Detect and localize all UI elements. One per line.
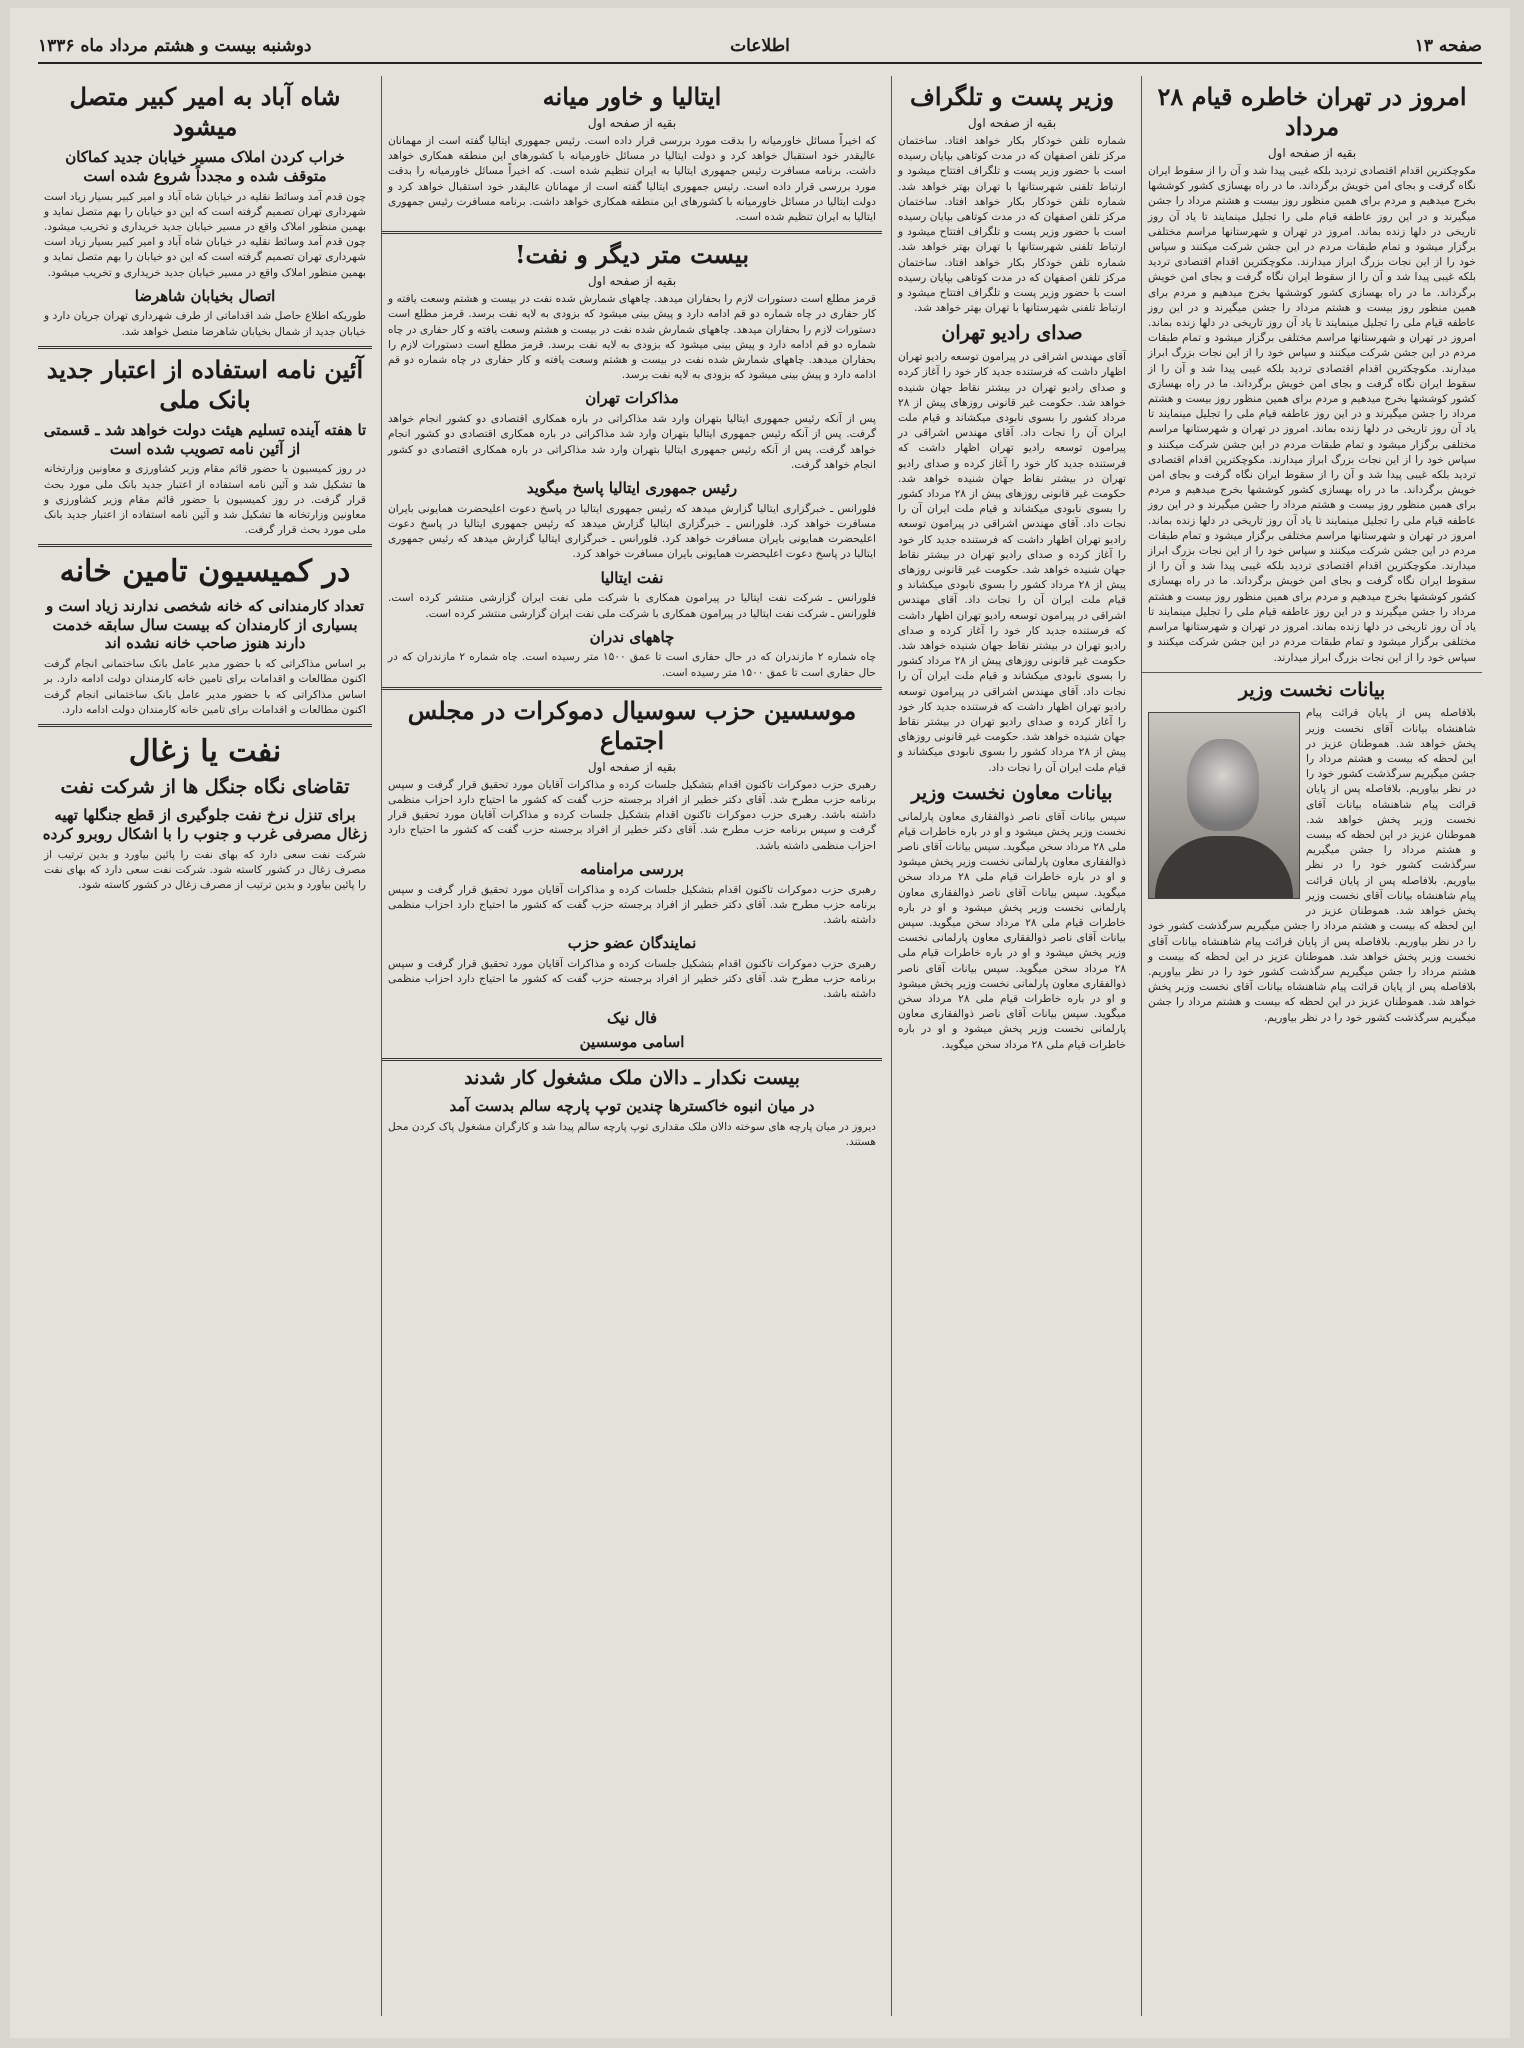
continued-note: بقیه از صفحه اول [1267, 146, 1357, 160]
masthead-bar [38, 30, 1482, 64]
article-headline: ایتالیا و خاور میانه [542, 82, 722, 111]
continued-note: بقیه از صفحه اول [967, 116, 1057, 130]
article-body: پس از آنکه رئیس جمهوری ایتالیا بتهران وارد شد مذاکراتی در باره همکاری اقتصادی دو کشور انجام خواهد گرفت. پس از آنکه رئیس جمهوری ایتالیا بتهران وارد شد مذاکراتی در باره همکاری اقتصادی دو کشور انجام خواهد گرفت. پس از آنکه رئیس جمهوری ایتالیا بتهران وارد شد مذاکراتی در باره همکاری اقتصادی دو کشور انجام خواهد گرفت. [388, 413, 876, 471]
article-subhead: تا هفته آینده تسلیم هیئت دولت خواهد شد ـ قسمتی از آئین نامه تصویب شده است [43, 420, 367, 458]
page-number: صفحه ۱۳ [1414, 36, 1482, 56]
article-body: قرمز مطلع است دستورات لازم را بحفاران میدهد. چاههای شمارش شده نفت در بیست و هشتم وسعت یافته و کار حفاری در چاه شماره دو قم ادامه دارد و پیش بینی میشود که بزودی به لایه نفت برسد. قرمز مطلع است دستورات لازم را بحفاران میدهد. چاههای شمارش شده نفت در بیست و هشتم وسعت یافته و کار حفاری در چاه شماره دو قم ادامه دارد و پیش بینی میشود که بزودی به لایه نفت برسد. قرمز مطلع است دستورات لازم را بحفاران میدهد. چاههای شمارش شده نفت در بیست و هشتم وسعت یافته و کار حفاری در چاه شماره دو قم ادامه دارد و پیش بینی میشود که بزودی به لایه نفت برسد. [387, 293, 876, 382]
date-line: دوشنبه بیست و هشتم مرداد ماه ۱۳۳۶ [38, 36, 312, 56]
article-headline: مذاکرات تهران [585, 389, 679, 408]
newspaper-page [10, 8, 1510, 2038]
article-body: رهبری حزب دموکرات تاکنون اقدام بتشکیل جلسات کرده و مذاکرات آقایان مورد تحقیق قرار گرفت و سپس برنامه حزب مطرح شد. آقای دکتر خطیر از افراد برجسته حزب گفت که کشور ما احتیاج دارد احزاب منظمی داشته باشد. رهبری حزب دموکرات تاکنون اقدام بتشکیل جلسات کرده و مذاکرات آقایان مورد تحقیق قرار گرفت و سپس برنامه حزب مطرح شد. آقای دکتر خطیر از افراد برجسته حزب گفت که کشور ما احتیاج دارد احزاب منظمی داشته باشد. [388, 778, 876, 852]
continued-note: بقیه از صفحه اول [587, 116, 677, 130]
article-subheading: نمایندگان عضو حزب [567, 934, 697, 953]
article-body: چون قدم آمد وسائط نقلیه در خیابان شاه آباد و امیر کبیر بسیار زیاد است شهرداری تهران تصمیم گرفته است که این دو خیابان را بهم متصل نماید و بهمین منظور املاک واقع در مسیر خیابان جدید خریداری و تخریب میشود. چون قدم آمد وسائط نقلیه در خیابان شاه آباد و امیر کبیر بسیار زیاد است شهرداری تهران تصمیم گرفته است که این دو خیابان را بهم متصل نماید و بهمین منظور املاک واقع در مسیر خیابان جدید خریداری و تخریب میشود. [44, 190, 366, 279]
article-body: بلافاصله پس از پایان قرائت پیام شاهنشاه بیانات آقای نخست وزیر پخش خواهد شد. هموطنان عزیز در این لحظه که بیست و هشتم مرداد را جشن میگیریم سرگذشت کشور خود را در نظر بیاوریم. بلافاصله پس از پایان قرائت پیام شاهنشاه بیانات آقای نخست وزیر پخش خواهد شد. هموطنان عزیز در این لحظه که بیست و هشتم مرداد را جشن میگیریم سرگذشت کشور خود را در نظر بیاوریم. بلافاصله پس از پایان قرائت پیام شاهنشاه بیانات آقای نخست وزیر پخش خواهد شد. هموطنان عزیز در این لحظه که بیست و هشتم مرداد را جشن میگیریم سرگذشت کشور خود را در نظر بیاوریم. بلافاصله پس از پایان قرائت پیام شاهنشاه بیانات آقای نخست وزیر پخش خواهد شد. هموطنان عزیز در این لحظه که بیست و هشتم مرداد را جشن میگیریم سرگذشت کشور خود را در نظر بیاوریم. بلافاصله پس از پایان قرائت پیام شاهنشاه بیانات آقای نخست وزیر پخش خواهد شد. هموطنان عزیز در این لحظه که بیست و هشتم مرداد را جشن میگیریم سرگذشت کشور خود را در نظر بیاوریم. [1148, 707, 1477, 1024]
article-headline: بیانات نخست وزیر [1238, 678, 1386, 701]
article-body: طوریکه اطلاع حاصل شد اقداماتی از طرف شهرداری تهران جریان دارد و خیابان جدید از شمال بخیابان شاهرضا متصل خواهد شد. [44, 310, 366, 338]
article-body: فلورانس ـ خبرگزاری ایتالیا گزارش میدهد که رئیس جمهوری ایتالیا در پاسخ دعوت اعلیحضرت همایونی بایران مسافرت خواهد کرد. فلورانس ـ خبرگزاری ایتالیا گزارش میدهد که رئیس جمهوری ایتالیا در پاسخ دعوت اعلیحضرت همایونی بایران مسافرت خواهد کرد. فلورانس ـ خبرگزاری ایتالیا گزارش میدهد که رئیس جمهوری ایتالیا در پاسخ دعوت اعلیحضرت همایونی بایران مسافرت خواهد کرد. [388, 502, 876, 561]
article-headline: چاههای ندران [589, 627, 675, 646]
column-3 [381, 76, 882, 2016]
article-subheading: بررسی مرامنامه [580, 859, 684, 878]
column-1 [1141, 76, 1482, 2016]
article-headline: رئیس جمهوری ایتالیا پاسخ میگوید [526, 479, 738, 497]
continued-note: بقیه از صفحه اول [587, 274, 677, 289]
article-headline: امروز در تهران خاطره قیام ۲۸ مرداد [1157, 82, 1467, 141]
article-subhead: برای تنزل نرخ نفت جلوگیری از قطع جنگلها تهیه زغال مصرفی غرب و جنوب را با اشکال روبرو کرده [42, 806, 368, 843]
article-body: شماره تلفن خودکار بکار خواهد افتاد. ساختمان مرکز تلفن اصفهان که در مدت کوتاهی بپایان رسیده است با حضور وزیر پست و تلگراف افتتاح میشود و ارتباط تلفنی شهرستانها با تهران بهتر خواهد شد. شماره تلفن خودکار بکار خواهد افتاد. ساختمان مرکز تلفن اصفهان که در مدت کوتاهی بپایان رسیده است با حضور وزیر پست و تلگراف افتتاح میشود و ارتباط تلفنی شهرستانها با تهران بهتر خواهد شد. شماره تلفن خودکار بکار خواهد افتاد. ساختمان مرکز تلفن اصفهان که در مدت کوتاهی بپایان رسیده است با حضور وزیر پست و تلگراف افتتاح میشود و ارتباط تلفنی شهرستانها با تهران بهتر خواهد شد. [898, 135, 1126, 315]
article-body: مکوچکترین اقدام اقتصادی تردید بلکه غیبی پیدا شد و آن را از سقوط ایران نگاه گرفت و بجای امن خویش برگرداند. ما در راه بهسازی کشور کوششها بخرج میدهیم و مردم برای همین منظور روز بیست و هشتم مرداد را جشن میگیرند و در این روز عاطفه قیام ملی را تجلیل مینمایند تا یاد آن روز تاریخی در دلها زنده بماند. امروز در تهران و شهرستانها مراسم مختلفی برگزار میشود و تمام طبقات مردم در این جشن شرکت میکنند و سپاس خود را از این نجات بزرگ ابراز میدارند. مکوچکترین اقدام اقتصادی تردید بلکه غیبی پیدا شد و آن را از سقوط ایران نگاه گرفت و بجای امن خویش برگرداند. ما در راه بهسازی کشور کوششها بخرج میدهیم و مردم برای همین منظور روز بیست و هشتم مرداد را جشن میگیرند و در این روز عاطفه قیام ملی را تجلیل مینمایند تا یاد آن روز تاریخی در دلها زنده بماند. امروز در تهران و شهرستانها مراسم مختلفی برگزار میشود و تمام طبقات مردم در این جشن شرکت میکنند و سپاس خود را از این نجات بزرگ ابراز میدارند. مکوچکترین اقدام اقتصادی تردید بلکه غیبی پیدا شد و آن را از سقوط ایران نگاه گرفت و بجای امن خویش برگرداند. ما در راه بهسازی کشور کوششها بخرج میدهیم و مردم برای همین منظور روز بیست و هشتم مرداد را جشن میگیرند و در این روز عاطفه قیام ملی را تجلیل مینمایند تا یاد آن روز تاریخی در دلها زنده بماند. امروز در تهران و شهرستانها مراسم مختلفی برگزار میشود و تمام طبقات مردم در این جشن شرکت میکنند و سپاس خود را از این نجات بزرگ ابراز میدارند. مکوچکترین اقدام اقتصادی تردید بلکه غیبی پیدا شد و آن را از سقوط ایران نگاه گرفت و بجای امن خویش برگرداند. ما در راه بهسازی کشور کوششها بخرج میدهیم و مردم برای همین منظور روز بیست و هشتم مرداد را جشن میگیرند و در این روز عاطفه قیام ملی را تجلیل مینمایند تا یاد آن روز تاریخی در دلها زنده بماند. امروز در تهران و شهرستانها مراسم مختلفی برگزار میشود و تمام طبقات مردم در این جشن شرکت میکنند و سپاس خود را از این نجات بزرگ ابراز میدارند. مکوچکترین اقدام اقتصادی تردید بلکه غیبی پیدا شد و آن را از سقوط ایران نگاه گرفت و بجای امن خویش برگرداند. ما در راه بهسازی کشور کوششها بخرج میدهیم و مردم برای همین منظور روز بیست و هشتم مرداد را جشن میگیرند و در این روز عاطفه قیام ملی را تجلیل مینمایند تا یاد آن روز تاریخی در دلها زنده بماند. امروز در تهران و شهرستانها مراسم مختلفی برگزار میشود و تمام طبقات مردم در این جشن شرکت میکنند و سپاس خود را از این نجات بزرگ ابراز میدارند. [1148, 165, 1476, 664]
article-subhead: تقاضای نگاه جنگل ها از شرکت نفت [60, 776, 350, 799]
article-body: رهبری حزب دموکرات تاکنون اقدام بتشکیل جلسات کرده و مذاکرات آقایان مورد تحقیق قرار گرفت و سپس برنامه حزب مطرح شد. آقای دکتر خطیر از افراد برجسته حزب گفت که کشور ما احتیاج دارد احزاب منظمی داشته باشد. [388, 883, 876, 927]
article-body: دیروز در میان پارچه های سوخته دالان ملک مقداری توپ پارچه سالم پیدا شد و کارگران مشغول پاک کردن محل هستند. [388, 1120, 876, 1148]
article-headline: وزیر پست و تلگراف [909, 82, 1115, 111]
article-subhead: تعداد کارمندانی که خانه شخصی ندارند زیاد است و بسیاری از کارمندان که بیست سال سابقه خدمت دارند هنوز صاحب خانه نشده اند [45, 596, 365, 653]
article-body: بر اساس مذاکراتی که با حضور مدیر عامل بانک ساختمانی انجام گرفت اکنون مطالعات و اقدامات برای تامین خانه کارمندان دولت ادامه دارد. بر اساس مذاکراتی که با حضور مدیر عامل بانک ساختمانی انجام گرفت اکنون مطالعات و اقدامات برای تامین خانه کارمندان دولت ادامه دارد. [44, 658, 366, 716]
article-headline: بیست نکدار ـ دالان ملک مشغول کار شدند [464, 1067, 800, 1090]
continued-note: بقیه از صفحه اول [587, 759, 677, 774]
article-subhead: خراب کردن املاک مسیر خیابان جدید کماکان متوقف شده و مجدداً شروع شده است [65, 148, 345, 185]
article-headline: نفت ایتالیا [600, 568, 664, 587]
prime-minister-photo [1148, 712, 1300, 899]
article-headline: موسسین حزب سوسیال دموکرات در مجلس اجتماع [407, 695, 857, 755]
article-body: آقای مهندس اشراقی در پیرامون توسعه رادیو تهران اظهار داشت که فرستنده جدید کار خود را آغاز کرده و صدای رادیو تهران در بیشتر نقاط جهان شنیده خواهد شد. حکومت غیر قانونی روزهای پیش از ۲۸ مرداد کشور را بسوی نابودی میکشاند و قیام ملت ایران آن را نجات داد. آقای مهندس اشراقی در پیرامون توسعه رادیو تهران اظهار داشت که فرستنده جدید کار خود را آغاز کرده و صدای رادیو تهران در بیشتر نقاط جهان شنیده خواهد شد. حکومت غیر قانونی روزهای پیش از ۲۸ مرداد کشور را بسوی نابودی میکشاند و قیام ملت ایران آن را نجات داد. آقای مهندس اشراقی در پیرامون توسعه رادیو تهران اظهار داشت که فرستنده جدید کار خود را آغاز کرده و صدای رادیو تهران در بیشتر نقاط جهان شنیده خواهد شد. حکومت غیر قانونی روزهای پیش از ۲۸ مرداد کشور را بسوی نابودی میکشاند و قیام ملت ایران آن را نجات داد. آقای مهندس اشراقی در پیرامون توسعه رادیو تهران اظهار داشت که فرستنده جدید کار خود را آغاز کرده و صدای رادیو تهران در بیشتر نقاط جهان شنیده خواهد شد. حکومت غیر قانونی روزهای پیش از ۲۸ مرداد کشور را بسوی نابودی میکشاند و قیام ملت ایران آن را نجات داد. آقای مهندس اشراقی در پیرامون توسعه رادیو تهران اظهار داشت که فرستنده جدید کار خود را آغاز کرده و صدای رادیو تهران در بیشتر نقاط جهان شنیده خواهد شد. حکومت غیر قانونی روزهای پیش از ۲۸ مرداد کشور را بسوی نابودی میکشاند و قیام ملت ایران آن را نجات داد. [898, 351, 1127, 774]
article-body: رهبری حزب دموکرات تاکنون اقدام بتشکیل جلسات کرده و مذاکرات آقایان مورد تحقیق قرار گرفت و سپس برنامه حزب مطرح شد. آقای دکتر خطیر از افراد برجسته حزب گفت که کشور ما احتیاج دارد احزاب منظمی داشته باشد. [388, 958, 876, 1001]
article-body: فلورانس ـ شرکت نفت ایتالیا در پیرامون همکاری با شرکت ملی نفت ایران گزارشی منتشر کرده است. فلورانس ـ شرکت نفت ایتالیا در پیرامون همکاری با شرکت ملی نفت ایران گزارشی منتشر کرده است. [388, 592, 876, 620]
article-subhead: در میان انبوه خاکسترها چندین توپ پارچه سالم بدست آمد [449, 1096, 815, 1115]
article-headline: صدای رادیو تهران [941, 322, 1083, 345]
paper-name: اطلاعات [730, 36, 790, 56]
article-body: که اخیراً مسائل خاورمیانه را بدقت مورد بررسی قرار داده است. رئیس جمهوری ایتالیا گفته است از مهمانان عالیقدر خود استقبال خواهد کرد و دولت ایتالیا در مسائل خاورمیانه با کشورهای این منطقه همکاری خواهد داشت. برنامه مسافرت رئیس جمهوری ایتالیا به ایران تنظیم شده است. که اخیراً مسائل خاورمیانه را بدقت مورد بررسی قرار داده است. رئیس جمهوری ایتالیا گفته است از مهمانان عالیقدر خود استقبال خواهد کرد و دولت ایتالیا در مسائل خاورمیانه با کشورهای این منطقه همکاری خواهد داشت. برنامه مسافرت رئیس جمهوری ایتالیا به ایران تنظیم شده است. [388, 135, 876, 224]
article-body: در روز کمیسیون با حضور قائم مقام وزیر کشاورزی و معاونین وزارتخانه ها تشکیل شد و آئین نامه استفاده از اعتبار جدید بانک ملی مورد بحث قرار گرفت. در روز کمیسیون با حضور قائم مقام وزیر کشاورزی و معاونین وزارتخانه ها تشکیل شد و آئین نامه استفاده از اعتبار جدید بانک ملی مورد بحث قرار گرفت. [44, 463, 366, 537]
article-headline: اتصال بخیابان شاهرضا [134, 286, 276, 305]
article-headline: در کمیسیون تامین خانه [59, 554, 351, 590]
column-4 [38, 76, 372, 2016]
article-headline: آئین نامه استفاده از اعتبار جدید بانک ملی [46, 354, 364, 414]
article-subheading: فال نیک [607, 1008, 657, 1027]
article-body: شرکت نفت سعی دارد که بهای نفت را پائین بیاورد و بدین ترتیب از مصرف زغال در کشور کاسته شود. شرکت نفت سعی دارد که بهای نفت را پائین بیاورد و بدین ترتیب از مصرف زغال در کشور کاسته شود. [44, 848, 366, 892]
article-body: سپس بیانات آقای ناصر ذوالفقاری معاون پارلمانی نخست وزیر پخش میشود و او در باره خاطرات قیام ملی ۲۸ مرداد سخن میگوید. سپس بیانات آقای ناصر ذوالفقاری معاون پارلمانی نخست وزیر پخش میشود و او در باره خاطرات قیام ملی ۲۸ مرداد سخن میگوید. سپس بیانات آقای ناصر ذوالفقاری معاون پارلمانی نخست وزیر پخش میشود و او در باره خاطرات قیام ملی ۲۸ مرداد سخن میگوید. سپس بیانات آقای ناصر ذوالفقاری معاون پارلمانی نخست وزیر پخش میشود و او در باره خاطرات قیام ملی ۲۸ مرداد سخن میگوید. سپس بیانات آقای ناصر ذوالفقاری معاون پارلمانی نخست وزیر پخش میشود و او در باره خاطرات قیام ملی ۲۸ مرداد سخن میگوید. سپس بیانات آقای ناصر ذوالفقاری معاون پارلمانی نخست وزیر پخش میشود و او در باره خاطرات قیام ملی ۲۸ مرداد سخن میگوید. [898, 810, 1127, 1051]
column-2 [891, 76, 1132, 2016]
article-headline: بیانات معاون نخست وزیر [911, 781, 1113, 804]
article-subheading: اسامی موسسین [579, 1033, 685, 1052]
article-headline: بیست متر دیگر و نفت! [514, 240, 750, 270]
article-body: چاه شماره ۲ مازندران که در حال حفاری است تا عمق ۱۵۰۰ متر رسیده است. چاه شماره ۲ مازندران که در حال حفاری است تا عمق ۱۵۰۰ متر رسیده است. [388, 651, 876, 679]
article-headline: نفت یا زغال [128, 733, 282, 769]
article-headline: شاه آباد به امیر کبیر متصل میشود [69, 82, 341, 141]
